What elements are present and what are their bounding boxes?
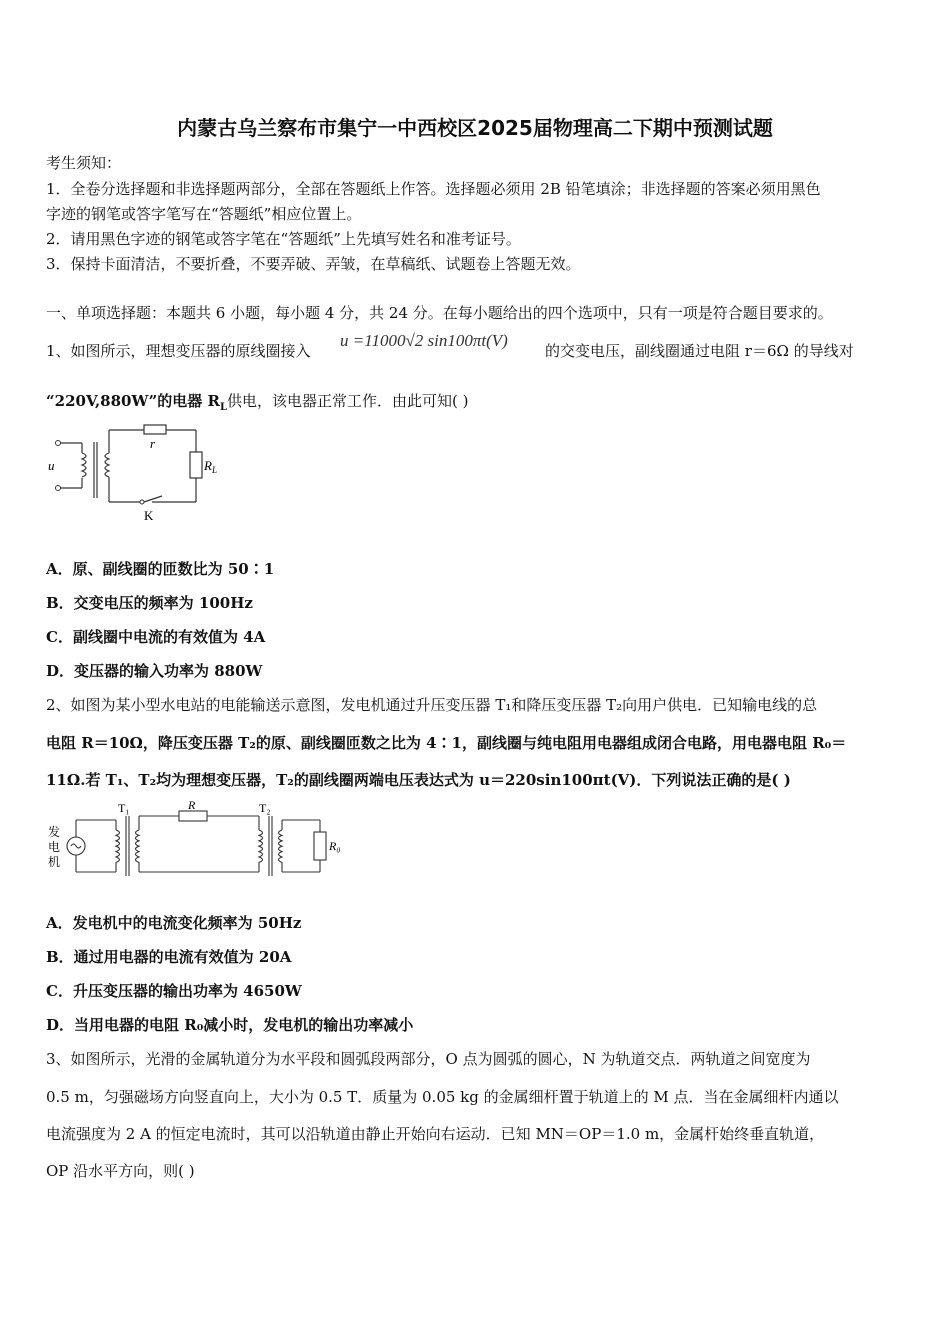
q2-line-2: 电阻 R＝10Ω，降压变压器 T₂的原、副线圈匝数之比为 4∶1，副线圈与纯电阻用电器组成闭合电路，用电器电阻 R₀＝ — [46, 734, 847, 752]
q3-line-1: 3、如图所示，光滑的金属轨道分为水平段和圆弧段两部分，O 点为圆弧的圆心，N 为轨道交点．两轨道之间宽度为 — [46, 1050, 811, 1068]
q2-fig-r0-label: R₀ — [329, 839, 341, 853]
q1-fig-rl-label: $R_L$ — [204, 458, 217, 475]
q2-fig-r-label: R — [188, 800, 196, 812]
q1-circuit-figure — [44, 420, 234, 525]
notice-line-3: 3．保持卡面清洁，不要折叠，不要弄破、弄皱，在草稿纸、试题卷上答题无效。 — [46, 255, 581, 273]
q1-fig-k-label: K — [144, 508, 154, 523]
q2-fig-generator-char-1: 发 — [48, 825, 61, 839]
q1-option-c: C．副线圈中电流的有效值为 4A — [46, 628, 266, 646]
q2-fig-t1-label: T₁ — [118, 801, 130, 815]
q2-power-transmission-figure — [44, 800, 354, 882]
q1-option-a: A．原、副线圈的匝数比为 50∶1 — [46, 560, 275, 578]
q2-option-a: A．发电机中的电流变化频率为 50Hz — [46, 914, 302, 932]
q3-line-2: 0.5 m，匀强磁场方向竖直向上，大小为 0.5 T．质量为 0.05 kg 的金属细杆置于轨道上的 M 点．当在金属细杆内通以 — [46, 1088, 839, 1106]
q3-line-3: 电流强度为 2 A 的恒定电流时，其可以沿轨道由静止开始向右运动．已知 MN＝OP＝1.0 m，金属杆始终垂直轨道， — [46, 1125, 825, 1143]
q1-option-b: B．交变电压的频率为 100Hz — [46, 594, 253, 612]
q2-option-b: B．通过用电器的电流有效值为 20A — [46, 948, 292, 966]
q1-fig-u-label: u — [48, 458, 55, 473]
q2-line-3: 11Ω.若 T₁、T₂均为理想变压器，T₂的副线圈两端电压表达式为 u＝220sin100πt(V)．下列说法正确的是( ) — [46, 771, 791, 789]
notice-line-1a: 1．全卷分选择题和非选择题两部分，全部在答题纸上作答。选择题必须用 2B 铅笔填涂；非选择题的答案必须用黑色 — [46, 180, 821, 198]
section-heading: 一、单项选择题：本题共 6 小题，每小题 4 分，共 24 分。在每小题给出的四个选项中，只有一项是符合题目要求的。 — [46, 304, 833, 322]
notice-line-1b: 字迹的钢笔或答字笔写在“答题纸”相应位置上。 — [46, 205, 362, 223]
q2-fig-generator-char-2: 电 — [48, 840, 61, 854]
q2-line-1: 2、如图为某小型水电站的电能输送示意图，发电机通过升压变压器 T₁和降压变压器 T₂向用户供电．已知输电线的总 — [46, 696, 818, 714]
page-title: 内蒙古乌兰察布市集宁一中西校区2025届物理高二下期中预测试题 — [177, 116, 773, 140]
q1-option-d: D．变压器的输入功率为 880W — [46, 662, 263, 680]
notice-heading: 考生须知： — [46, 154, 122, 172]
notice-line-2: 2．请用黑色字迹的钢笔或答字笔在“答题纸”上先填写姓名和准考证号。 — [46, 230, 521, 248]
q1-suffix: 的交变电压，副线圈通过电阻 r＝6Ω 的导线对 — [545, 342, 854, 360]
q1-line-2: “220V,880W”的电器 $R_L$供电，该电器正常工作．由此可知( ) — [46, 392, 469, 413]
q3-line-4: OP 沿水平方向，则( ) — [46, 1162, 195, 1180]
q1-formula: u =11000√2 sin100πt(V) — [340, 331, 508, 350]
q1-prefix: 1、如图所示，理想变压器的原线圈接入 — [46, 342, 311, 360]
q2-option-d: D．当用电器的电阻 R₀减小时，发电机的输出功率减小 — [46, 1016, 414, 1034]
q2-option-c: C．升压变压器的输出功率为 4650W — [46, 982, 302, 1000]
q2-fig-t2-label: T₂ — [259, 801, 271, 815]
q1-fig-r-label: r — [150, 436, 156, 451]
q2-fig-generator-char-3: 机 — [48, 855, 61, 869]
